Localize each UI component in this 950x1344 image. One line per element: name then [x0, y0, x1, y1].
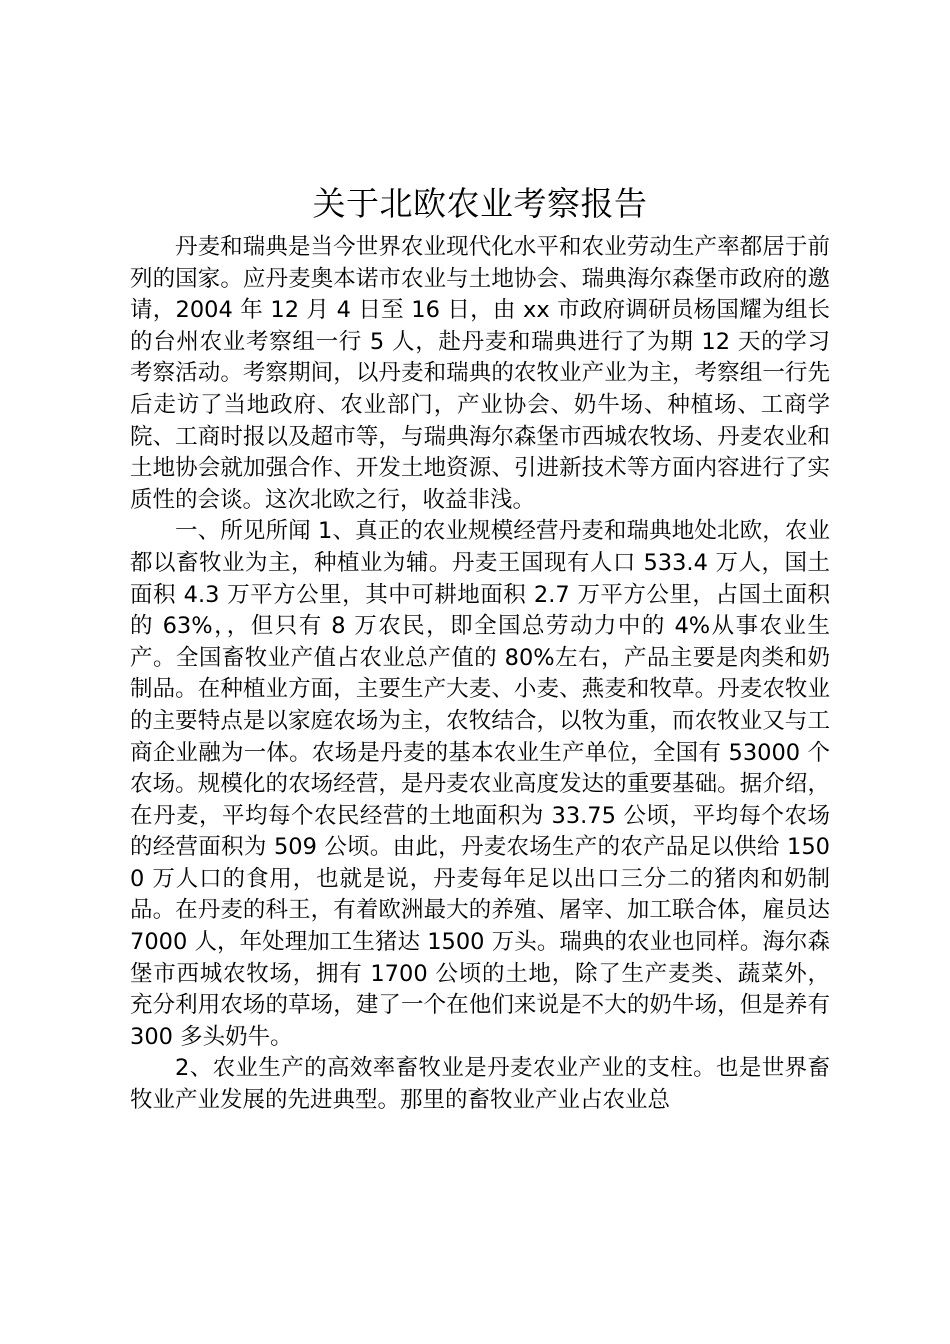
document-body — [130, 232, 830, 1117]
document-title: 关于北欧农业考察报告 — [312, 184, 648, 223]
paragraph-intro: 丹麦和瑞典是当今世界农业现代化水平和农业劳动生产率都居于前列的国家。应丹麦奥本诺市农业与土地协会、瑞典海尔森堡市政府的邀请，2004 年 12 月 4 日至 16 日，由 xx 市政府调研员杨国耀为组长的台州农业考察组一行 5 人，赴丹麦和瑞典进行了为期 12 天的学习考察活动。考察期间，以丹麦和瑞典的农牧业产业为主，考察组一行先后走访了当地政府、农业部门，产业协会、奶牛场、种植场、工商学院、工商时报以及超市等，与瑞典海尔森堡市西城农牧场、丹麦农业和土地协会就加强合作、开发土地资源、引进新技术等方面内容进行了实质性的会谈。这次北欧之行，收益非浅。 — [130, 234, 830, 513]
paragraph-section-1: 一、所见所闻 1、真正的农业规模经营丹麦和瑞典地处北欧，农业都以畜牧业为主，种植业为辅。丹麦王国现有人口 533.4 万人，国土面积 4.3 万平方公里，其中可耕地面积 2.7 万平方公里，占国土面积的 63%，，但只有 8 万农民，即全国总劳动力中的 4%从事农业生产。全国畜牧业产值占农业总产值的 80%左右，产品主要是肉类和奶制品。在种植业方面，主要生产大麦、小麦、燕麦和牧草。丹麦农牧业的主要特点是以家庭农场为主，农牧结合，以牧为重，而农牧业又与工商企业融为一体。农场是丹麦的基本农业生产单位，全国有 53000 个农场。规模化的农场经营，是丹麦农业高度发达的重要基础。据介绍，在丹麦，平均每个农民经营的土地面积为 33.75 公顷，平均每个农场的经营面积为 509 公顷。由此，丹麦农场生产的农产品足以供给 1500 万人口的食用，也就是说，丹麦每年足以出口三分二的猪肉和奶制品。在丹麦的科王，有着欧洲最大的养殖、屠宰、加工联合体，雇员达 7000 人，年处理加工生猪达 1500 万头。瑞典的农业也同样。海尔森堡市西城农牧场，拥有 1700 公顷的土地，除了生产麦类、蔬菜外，充分利用农场的草场，建了一个在他们来说是不大的奶牛场，但是养有 300 多头奶牛。 — [130, 518, 830, 1050]
paragraph-section-2: 2、农业生产的高效率畜牧业是丹麦农业产业的支柱。也是世界畜牧业产业发展的先进典型。那里的畜牧业产业占农业总 — [130, 1055, 830, 1114]
